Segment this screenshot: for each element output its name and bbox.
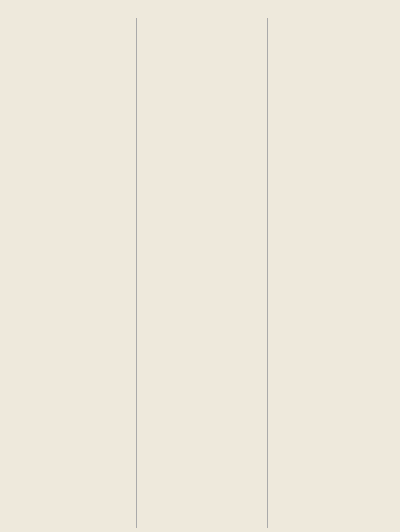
column-1 <box>6 18 134 528</box>
column-3 <box>268 18 394 528</box>
page-header <box>6 5 392 17</box>
column-2 <box>137 18 265 528</box>
directory-columns <box>6 18 394 528</box>
